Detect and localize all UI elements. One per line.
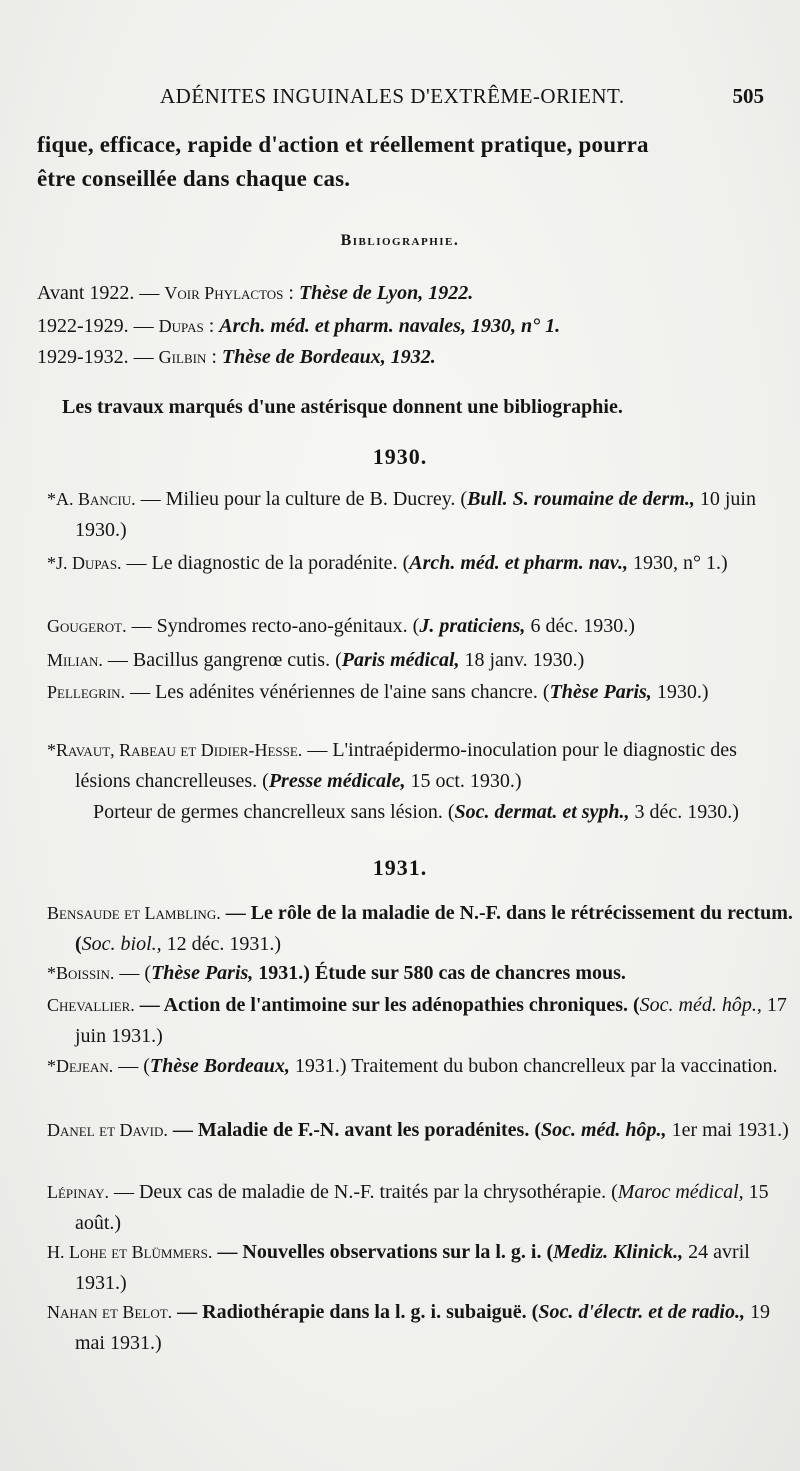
bibliography-entry bbox=[47, 898, 793, 960]
entry-text: — Maladie de F.-N. avant les poradénites. ( bbox=[172, 1119, 541, 1141]
period-ref: Thèse de Lyon, 1922. bbox=[298, 282, 474, 304]
bibliography-entry bbox=[47, 1115, 793, 1146]
entry-rest: 10 juin 1930.) bbox=[75, 488, 756, 541]
bibliography-entry bbox=[47, 1051, 793, 1082]
period-ref: Arch. méd. et pharm. navales, 1930, n° 1. bbox=[219, 315, 561, 337]
entry-source: Soc. d'électr. et de radio., bbox=[538, 1301, 745, 1323]
entry-source: Soc. méd. hôp., bbox=[639, 994, 762, 1016]
intro-line-2: être conseillée dans chaque cas. bbox=[37, 166, 351, 191]
asterisk-note: Les travaux marqués d'une astérisque donnent une bibliographie. bbox=[62, 396, 623, 418]
entry-rest: 12 déc. 1931.) bbox=[161, 933, 282, 955]
entry-source: J. praticiens, bbox=[419, 615, 526, 637]
bibliography-heading: Bibliographie. bbox=[340, 232, 460, 249]
intro-line-1: fique, efficace, rapide d'action et réellement pratique, pourra bbox=[37, 132, 649, 157]
entry-rest: 1930.) bbox=[651, 681, 709, 703]
year-heading-1931: 1931. bbox=[372, 855, 428, 880]
entry-author: *Boissin. bbox=[47, 963, 115, 983]
bibliography-entry bbox=[47, 1237, 793, 1299]
entry-author: Lépinay. bbox=[47, 1182, 109, 1202]
entry-author: Nahan et Belot. bbox=[47, 1302, 173, 1322]
entry-source: Thèse Bordeaux, bbox=[149, 1055, 290, 1077]
entry-text: — Syndromes recto-ano-génitaux. ( bbox=[131, 615, 420, 637]
entry-source: Thèse Paris, bbox=[549, 681, 652, 703]
entry-rest: 1er mai 1931.) bbox=[666, 1119, 789, 1141]
entry-rest: 1931.) Traitement du bubon chancrelleux par la vaccination. bbox=[289, 1055, 778, 1077]
entry-rest: 18 janv. 1930.) bbox=[459, 649, 585, 671]
entry-text: — L'intraépidermo-inoculation pour le diagnostic des lésions chancrelleuses. ( bbox=[75, 739, 737, 792]
entry-author: *A. Banciu. bbox=[47, 489, 136, 509]
intro-paragraph bbox=[37, 128, 767, 196]
entry-author: Pellegrin. bbox=[47, 682, 126, 702]
year-heading-1930: 1930. bbox=[372, 444, 428, 469]
period-line: 1922-1929. — Dupas : Arch. méd. et pharm. navales, 1930, n° 1. bbox=[37, 315, 561, 337]
bibliography-entry bbox=[47, 958, 793, 989]
entry-text: — Nouvelles observations sur la l. g. i. ( bbox=[217, 1241, 554, 1263]
entry-rest: 1931.) Étude sur 580 cas de chancres mous. bbox=[253, 962, 626, 984]
period-range: 1929-1932. bbox=[37, 346, 129, 368]
entry-author: Danel et David. bbox=[47, 1120, 168, 1140]
bibliography-entry bbox=[47, 484, 793, 546]
entry-text: — Bacillus gangrenœ cutis. ( bbox=[107, 649, 342, 671]
entry-text: — Milieu pour la culture de B. Ducrey. ( bbox=[140, 488, 468, 510]
entry-author: H. Lohe et Blümmers. bbox=[47, 1242, 213, 1262]
entry-cont-rest: 3 déc. 1930.) bbox=[629, 801, 739, 823]
entry-text: — ( bbox=[119, 962, 152, 984]
period-ref: Thèse de Bordeaux, 1932. bbox=[221, 346, 436, 368]
bibliography-entry bbox=[47, 735, 793, 828]
entry-text: — Les adénites vénériennes de l'aine sans chancre. ( bbox=[130, 681, 550, 703]
bibliography-entry bbox=[47, 1177, 793, 1239]
entry-source: Bull. S. roumaine de derm., bbox=[467, 488, 695, 510]
entry-source: Maroc médical, bbox=[617, 1181, 744, 1203]
entry-source: Arch. méd. et pharm. nav., bbox=[409, 552, 628, 574]
entry-author: *Ravaut, Rabeau et Didier-Hesse. bbox=[47, 740, 303, 760]
entry-text: — Radiothérapie dans la l. g. i. subaiguë. ( bbox=[177, 1301, 539, 1323]
running-title: ADÉNITES INGUINALES D'EXTRÊME-ORIENT. bbox=[160, 84, 625, 108]
period-range: 1922-1929. bbox=[37, 315, 129, 337]
entry-rest: 6 déc. 1930.) bbox=[525, 615, 635, 637]
period-range: Avant 1922. bbox=[37, 282, 135, 304]
entry-text: — Deux cas de maladie de N.-F. traités par la chrysothérapie. ( bbox=[113, 1181, 618, 1203]
entry-rest: 24 avril 1931.) bbox=[75, 1241, 750, 1294]
entry-author: Bensaude et Lambling. bbox=[47, 903, 221, 923]
entry-rest: 17 juin 1931.) bbox=[75, 994, 787, 1047]
entry-text: — Action de l'antimoine sur les adénopathies chroniques. ( bbox=[139, 994, 640, 1016]
entry-text: — Le diagnostic de la poradénite. ( bbox=[126, 552, 410, 574]
entry-text: — Le rôle de la maladie de N.-F. dans le rétrécissement du rectum. ( bbox=[75, 902, 793, 955]
period-author: Voir Phylactos bbox=[164, 283, 284, 303]
entry-source: Paris médical, bbox=[341, 649, 460, 671]
entry-source: Thèse Paris, bbox=[151, 962, 254, 984]
entry-cont-text: Porteur de germes chancrelleux sans lésion. ( bbox=[93, 801, 455, 823]
entry-text: — ( bbox=[118, 1055, 150, 1077]
entry-cont-source: Soc. dermat. et syph., bbox=[454, 801, 630, 823]
running-header bbox=[0, 84, 800, 114]
entry-rest: 19 mai 1931.) bbox=[75, 1301, 770, 1354]
bibliography-entry bbox=[47, 645, 793, 676]
entry-rest: 15 août.) bbox=[75, 1181, 769, 1234]
bibliography-entry bbox=[47, 677, 793, 708]
period-line: Avant 1922. — Voir Phylactos : Thèse de Lyon, 1922. bbox=[37, 282, 474, 304]
entry-source: Soc. méd. hôp., bbox=[541, 1119, 667, 1141]
entry-continuation bbox=[75, 797, 793, 828]
entry-source: Presse médicale, bbox=[268, 770, 406, 792]
entry-rest: 1930, n° 1.) bbox=[627, 552, 728, 574]
bibliography-entry bbox=[47, 611, 793, 642]
entry-author: Chevallier. bbox=[47, 995, 135, 1015]
period-author: Gilbin bbox=[158, 347, 207, 367]
period-line: 1929-1932. — Gilbin : Thèse de Bordeaux, 1932. bbox=[37, 346, 436, 368]
entry-author: *Dejean. bbox=[47, 1056, 114, 1076]
entry-author: *J. Dupas. bbox=[47, 553, 122, 573]
bibliography-entry bbox=[47, 548, 793, 579]
entry-rest: 15 oct. 1930.) bbox=[405, 770, 522, 792]
bibliography-entry bbox=[47, 1297, 793, 1359]
entry-source: Mediz. Klinick., bbox=[553, 1241, 684, 1263]
entry-author: Milian. bbox=[47, 650, 103, 670]
period-author: Dupas bbox=[158, 316, 204, 336]
entry-author: Gougerot. bbox=[47, 616, 127, 636]
bibliography-entry bbox=[47, 990, 793, 1052]
entry-source: Soc. biol., bbox=[81, 933, 162, 955]
page-number: 505 bbox=[732, 84, 764, 108]
